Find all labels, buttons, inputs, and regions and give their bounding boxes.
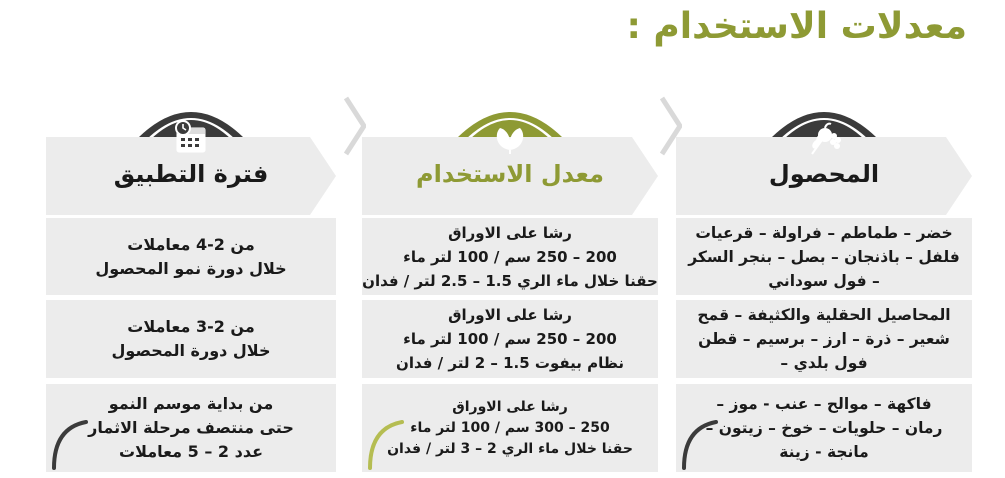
corner-arc — [362, 418, 422, 478]
period-row-3-line-1: من بداية موسم النمو — [108, 394, 274, 413]
rate-header-label: معدل الاستخدام — [416, 160, 604, 188]
crop-row-1-line-3: – فول سوداني — [768, 271, 880, 290]
period-row-3-line-2: حتى منتصف مرحلة الاثمار — [88, 418, 294, 437]
calendar-clock-icon — [171, 118, 211, 158]
crop-row-2 — [676, 300, 972, 378]
crop-row-1-line-1: خضر – طماطم – فراولة – قرعيات — [695, 223, 953, 242]
page-title: معدلات الاستخدام : — [626, 6, 967, 47]
period-row-1 — [46, 218, 336, 295]
period-row-3-line-3: عدد 2 – 5 معاملات — [118, 442, 264, 461]
rate-row-1-line-2: 200 – 250 سم / 100 لتر ماء — [403, 247, 617, 266]
rate-row-2-line-3: نظام بيفوت 1.5 – 2 لتر / فدان — [396, 354, 624, 372]
period-column — [46, 88, 336, 476]
rate-row-3-line-3: حقنا خلال ماء الري 2 – 3 لتر / فدان — [387, 440, 633, 457]
rate-row-2 — [362, 300, 658, 378]
period-row-2-line-1: من 2-3 معاملات — [127, 317, 255, 336]
period-row-2-line-2: خلال دورة المحصول — [111, 341, 271, 360]
period-row-1-line-1: من 2-4 معاملات — [127, 234, 255, 254]
rate-row-3-line-2: 250 – 300 سم / 100 لتر ماء — [410, 419, 610, 436]
rate-row-2-line-2: 200 – 250 سم / 100 لتر ماء — [403, 330, 617, 348]
period-row-1-line-2: خلال دورة نمو المحصول — [95, 258, 287, 278]
crop-header-label: المحصول — [768, 160, 880, 188]
crop-row-3-line-1: فاكهة – موالح – عنب - موز – — [716, 395, 932, 413]
crop-row-2-line-3: فول بلدي – — [780, 354, 868, 372]
leaves-icon — [490, 118, 530, 158]
crop-column — [676, 88, 972, 476]
rate-row-1-line-1: رشا على الاوراق — [448, 223, 572, 242]
rate-row-1 — [362, 218, 658, 295]
period-header-label: فترة التطبيق — [113, 160, 269, 188]
rate-row-3-line-1: رشا على الاوراق — [452, 398, 568, 415]
crop-row-2-line-2: شعير – ذرة – ارز – برسيم – قطن — [698, 330, 950, 348]
crop-row-3-line-2: رمان – حلويات – خوخ – زيتون – — [705, 419, 943, 437]
crop-row-1-line-2: فلفل – باذنجان – بصل – بنجر السكر — [688, 247, 960, 266]
crop-row-1 — [676, 218, 972, 295]
rate-row-2-line-1: رشا على الاوراق — [448, 306, 572, 324]
corner-arc — [46, 418, 106, 478]
rate-column — [362, 88, 658, 476]
crop-row-3-line-3: مانجة - زينة — [779, 443, 869, 461]
rate-row-1-line-3: حقنا خلال ماء الري 1.5 – 2.5 لتر / فدان — [362, 271, 658, 290]
period-row-2 — [46, 300, 336, 378]
crop-row-2-line-1: المحاصيل الحقلية والكثيفة – قمح — [697, 306, 951, 324]
corner-arc — [676, 418, 736, 478]
fruit-wheat-icon — [804, 118, 844, 158]
